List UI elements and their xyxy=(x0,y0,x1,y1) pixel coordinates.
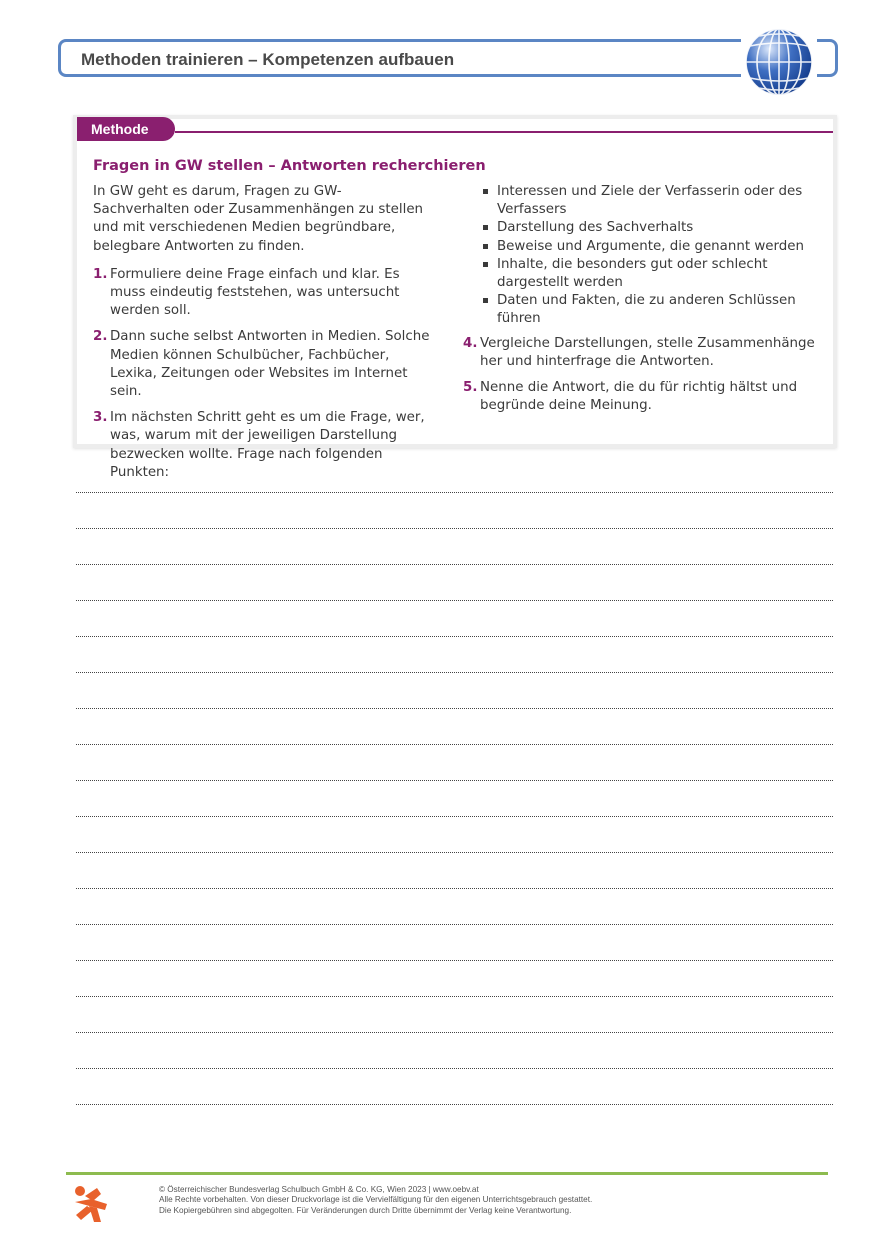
step-number: 1. xyxy=(93,266,108,282)
writing-line[interactable] xyxy=(76,528,833,529)
step-text: Dann suche selbst Antworten in Medien. Solche Medien können Schulbücher, Fachbücher, Lexika, Zeitungen oder Websites im Internet sein. xyxy=(110,329,430,400)
bullet-item xyxy=(463,183,815,219)
step-number: 5. xyxy=(463,380,478,396)
step-text: Nenne die Antwort, die du für richtig hältst und begründe deine Meinung. xyxy=(480,380,798,414)
method-divider xyxy=(175,131,833,133)
oebv-logo-icon xyxy=(71,1184,111,1224)
bullet-text: Interessen und Ziele der Verfasserin oder des Verfassers xyxy=(497,184,803,218)
footer-copyright xyxy=(159,1185,592,1216)
bullet-text: Inhalte, die besonders gut oder schlecht dargestellt werden xyxy=(497,256,768,291)
writing-line[interactable] xyxy=(76,708,833,709)
bullet-square-icon xyxy=(483,262,488,267)
page-title: Methoden trainieren – Kompetenzen aufbauen xyxy=(81,50,455,69)
step-number: 2. xyxy=(93,329,108,345)
step-item xyxy=(93,266,435,321)
footer-line: © Österreichischer Bundesverlag Schulbuch GmbH & Co. KG, Wien 2023 | www.oebv.at xyxy=(159,1185,479,1194)
step-number: 3. xyxy=(93,410,108,426)
method-title: Fragen in GW stellen – Antworten recherchieren xyxy=(93,158,486,174)
bullet-text: Daten und Fakten, die zu anderen Schlüssen führen xyxy=(497,293,796,327)
footer-rule xyxy=(66,1172,828,1175)
method-intro: In GW geht es darum, Fragen zu GW-Sachverhalten oder Zusammenhängen zu stellen und mit verschiedenen Medien begründbare, belegbare Antworten zu finden. xyxy=(93,184,424,254)
bullet-square-icon xyxy=(483,189,488,194)
footer-line: Alle Rechte vorbehalten. Von dieser Druckvorlage ist die Vervielfältigung für den eigenen Unterrichtsgebrauch gestattet. xyxy=(159,1195,593,1205)
step-item xyxy=(463,379,815,415)
writing-line[interactable] xyxy=(76,816,833,817)
bullet-square-icon xyxy=(483,225,488,230)
writing-line[interactable] xyxy=(76,852,833,853)
writing-line[interactable] xyxy=(76,1032,833,1033)
writing-line[interactable] xyxy=(76,1068,833,1069)
method-tag: Methode xyxy=(77,117,175,141)
method-left-column xyxy=(93,183,435,490)
writing-line[interactable] xyxy=(76,744,833,745)
bullet-item xyxy=(463,219,815,237)
step-item xyxy=(463,335,815,371)
writing-line[interactable] xyxy=(76,492,833,493)
writing-line[interactable] xyxy=(76,1104,833,1105)
bullet-text: Beweise und Argumente, die genannt werden xyxy=(497,238,805,254)
bullet-text: Darstellung des Sachverhalts xyxy=(497,220,694,236)
bullet-square-icon xyxy=(483,298,488,303)
writing-line[interactable] xyxy=(76,600,833,601)
writing-line[interactable] xyxy=(76,960,833,961)
writing-line[interactable] xyxy=(76,564,833,565)
bullet-item xyxy=(463,256,815,292)
writing-line[interactable] xyxy=(76,780,833,781)
bullet-item xyxy=(463,292,815,328)
step-number: 4. xyxy=(463,335,478,351)
step-text: Formuliere deine Frage einfach und klar. Es muss eindeutig feststehen, was untersucht werden soll. xyxy=(110,266,400,319)
step-text: Vergleiche Darstellungen, stelle Zusammenhänge her und hinterfrage die Antworten. xyxy=(480,335,815,369)
writing-line[interactable] xyxy=(76,636,833,637)
step-item xyxy=(93,409,435,482)
writing-line[interactable] xyxy=(76,996,833,997)
step-item xyxy=(93,328,435,401)
step-text: Im nächsten Schritt geht es um die Frage, wer, was, warum mit der jeweiligen Darstellung bezwecken wollte. Frage nach folgenden Punkten: xyxy=(110,410,425,480)
bullet-item xyxy=(463,238,815,256)
writing-line[interactable] xyxy=(76,924,833,925)
header-banner xyxy=(58,39,838,77)
globe-icon xyxy=(741,26,817,98)
bullet-square-icon xyxy=(483,244,488,249)
method-right-column xyxy=(463,183,815,423)
footer-line: Die Kopiergebühren sind abgegolten. Für Veränderungen durch Dritte übernimmt der Verlag keine Verantwortung. xyxy=(159,1205,572,1215)
writing-line[interactable] xyxy=(76,672,833,673)
writing-line[interactable] xyxy=(76,888,833,889)
